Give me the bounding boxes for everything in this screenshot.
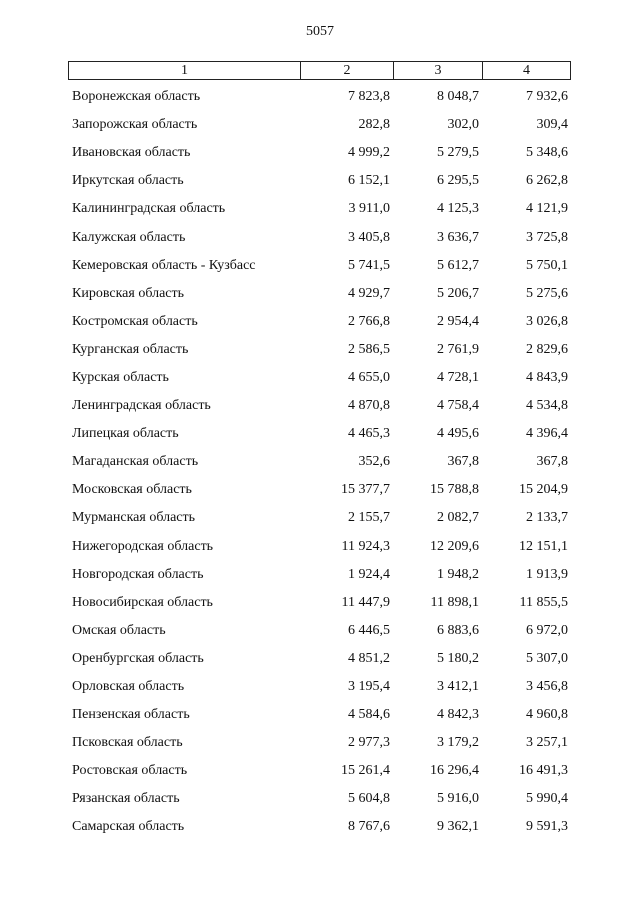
region-name: Ленинградская область: [72, 398, 211, 414]
region-name: Воронежская область: [72, 89, 201, 105]
region-name: Омская область: [72, 622, 166, 638]
value-column-2: 6 152,1: [348, 173, 390, 189]
table-row: [68, 561, 571, 589]
column-header-2: 2: [301, 62, 394, 79]
value-column-4: 5 348,6: [526, 145, 568, 161]
value-column-4: 309,4: [536, 117, 568, 133]
value-column-3: 4 842,3: [437, 707, 479, 723]
value-column-2: 15 261,4: [341, 763, 390, 779]
value-column-2: 3 195,4: [348, 679, 390, 695]
value-column-2: 4 999,2: [348, 145, 390, 161]
region-name: Новосибирская область: [72, 594, 213, 610]
region-name: Калужская область: [72, 229, 186, 245]
region-name: Орловская область: [72, 679, 185, 695]
table-row: [68, 392, 571, 420]
region-name: Новгородская область: [72, 566, 204, 582]
value-column-2: 7 823,8: [348, 89, 390, 105]
value-column-3: 4 758,4: [437, 398, 479, 414]
region-name: Костромская область: [72, 313, 198, 329]
page-number: 5057: [306, 24, 334, 39]
value-column-4: 16 491,3: [519, 763, 568, 779]
table-row: [68, 813, 571, 841]
table-row: [68, 757, 571, 785]
region-name: Кировская область: [72, 285, 185, 301]
value-column-3: 15 788,8: [430, 482, 479, 498]
table-row: [68, 729, 571, 757]
region-name: Мурманская область: [72, 510, 196, 526]
table-body: [68, 83, 571, 842]
value-column-4: 4 960,8: [526, 707, 568, 723]
value-column-3: 6 295,5: [437, 173, 479, 189]
table-row: [68, 111, 571, 139]
region-name: Запорожская область: [72, 117, 198, 133]
region-name: Рязанская область: [72, 791, 180, 807]
value-column-4: 9 591,3: [526, 819, 568, 835]
region-name: Курская область: [72, 369, 169, 385]
value-column-3: 4 125,3: [437, 201, 479, 217]
value-column-3: 8 048,7: [437, 89, 479, 105]
region-name: Курганская область: [72, 341, 189, 357]
region-name: Псковская область: [72, 735, 183, 751]
value-column-3: 2 082,7: [437, 510, 479, 526]
value-column-3: 3 412,1: [437, 679, 479, 695]
value-column-2: 4 465,3: [348, 426, 390, 442]
value-column-3: 5 206,7: [437, 285, 479, 301]
value-column-2: 352,6: [358, 454, 390, 470]
value-column-2: 4 851,2: [348, 650, 390, 666]
value-column-4: 4 843,9: [526, 369, 568, 385]
table-row: [68, 701, 571, 729]
value-column-2: 2 155,7: [348, 510, 390, 526]
region-name: Самарская область: [72, 819, 185, 835]
region-name: Оренбургская область: [72, 650, 204, 666]
value-column-2: 3 405,8: [348, 229, 390, 245]
table-row: [68, 223, 571, 251]
value-column-4: 1 913,9: [526, 566, 568, 582]
value-column-4: 5 990,4: [526, 791, 568, 807]
table-row: [68, 645, 571, 673]
value-column-4: 6 972,0: [526, 622, 568, 638]
table-row: [68, 533, 571, 561]
table-row: [68, 252, 571, 280]
value-column-4: 5 307,0: [526, 650, 568, 666]
value-column-3: 9 362,1: [437, 819, 479, 835]
value-column-4: 3 257,1: [526, 735, 568, 751]
region-name: Нижегородская область: [72, 538, 214, 554]
column-header-3: 3: [394, 62, 483, 79]
value-column-2: 11 447,9: [341, 594, 390, 610]
value-column-3: 3 636,7: [437, 229, 479, 245]
value-column-4: 11 855,5: [519, 594, 568, 610]
table-row: [68, 617, 571, 645]
value-column-2: 3 911,0: [348, 201, 390, 217]
table-row: [68, 139, 571, 167]
column-header-4: 4: [523, 63, 530, 78]
region-name: Ивановская область: [72, 145, 191, 161]
region-name: Магаданская область: [72, 454, 199, 470]
region-name: Кемеровская область - Кузбасс: [72, 257, 256, 273]
value-column-3: 2 954,4: [437, 313, 479, 329]
value-column-2: 15 377,7: [341, 482, 390, 498]
table-row: [68, 673, 571, 701]
table-row: [68, 476, 571, 504]
table-row: [68, 336, 571, 364]
value-column-3: 6 883,6: [437, 622, 479, 638]
value-column-3: 16 296,4: [430, 763, 479, 779]
value-column-3: 5 612,7: [437, 257, 479, 273]
table-row: [68, 280, 571, 308]
table-row: [68, 83, 571, 111]
value-column-2: 2 586,5: [348, 341, 390, 357]
value-column-3: 3 179,2: [437, 735, 479, 751]
value-column-4: 2 133,7: [526, 510, 568, 526]
table-row: [68, 308, 571, 336]
value-column-4: 367,8: [536, 454, 568, 470]
value-column-2: 282,8: [358, 117, 390, 133]
region-name: Ростовская область: [72, 763, 188, 779]
value-column-3: 5 916,0: [437, 791, 479, 807]
value-column-4: 2 829,6: [526, 341, 568, 357]
value-column-2: 4 584,6: [348, 707, 390, 723]
value-column-2: 4 870,8: [348, 398, 390, 414]
value-column-4: 15 204,9: [519, 482, 568, 498]
value-column-2: 2 766,8: [348, 313, 390, 329]
value-column-4: 3 026,8: [526, 313, 568, 329]
value-column-4: 6 262,8: [526, 173, 568, 189]
table-row: [68, 420, 571, 448]
value-column-2: 6 446,5: [348, 622, 390, 638]
value-column-4: 7 932,6: [526, 89, 568, 105]
value-column-2: 8 767,6: [348, 819, 390, 835]
value-column-3: 302,0: [447, 117, 479, 133]
table-row: [68, 504, 571, 532]
region-name: Калининградская область: [72, 201, 226, 217]
value-column-3: 5 279,5: [437, 145, 479, 161]
value-column-2: 1 924,4: [348, 566, 390, 582]
value-column-3: 11 898,1: [430, 594, 479, 610]
value-column-2: 4 655,0: [348, 369, 390, 385]
table-row: [68, 448, 571, 476]
region-name: Липецкая область: [72, 426, 179, 442]
table-row: [68, 589, 571, 617]
value-column-3: 2 761,9: [437, 341, 479, 357]
region-name: Московская область: [72, 482, 192, 498]
column-header-1: 1: [69, 62, 301, 79]
value-column-3: 1 948,2: [437, 566, 479, 582]
value-column-2: 2 977,3: [348, 735, 390, 751]
table-header: [68, 61, 571, 80]
value-column-3: 4 728,1: [437, 369, 479, 385]
value-column-4: 5 275,6: [526, 285, 568, 301]
value-column-4: 4 534,8: [526, 398, 568, 414]
value-column-2: 5 741,5: [348, 257, 390, 273]
table-row: [68, 785, 571, 813]
value-column-4: 3 456,8: [526, 679, 568, 695]
region-name: Пензенская область: [72, 707, 190, 723]
region-name: Иркутская область: [72, 173, 184, 189]
table-row: [68, 195, 571, 223]
value-column-4: 3 725,8: [526, 229, 568, 245]
table-row: [68, 364, 571, 392]
value-column-3: 367,8: [447, 454, 479, 470]
value-column-3: 4 495,6: [437, 426, 479, 442]
value-column-2: 4 929,7: [348, 285, 390, 301]
value-column-4: 12 151,1: [519, 538, 568, 554]
table-row: [68, 167, 571, 195]
value-column-4: 4 396,4: [526, 426, 568, 442]
value-column-3: 12 209,6: [430, 538, 479, 554]
value-column-4: 5 750,1: [526, 257, 568, 273]
value-column-2: 11 924,3: [341, 538, 390, 554]
value-column-2: 5 604,8: [348, 791, 390, 807]
value-column-4: 4 121,9: [526, 201, 568, 217]
value-column-3: 5 180,2: [437, 650, 479, 666]
